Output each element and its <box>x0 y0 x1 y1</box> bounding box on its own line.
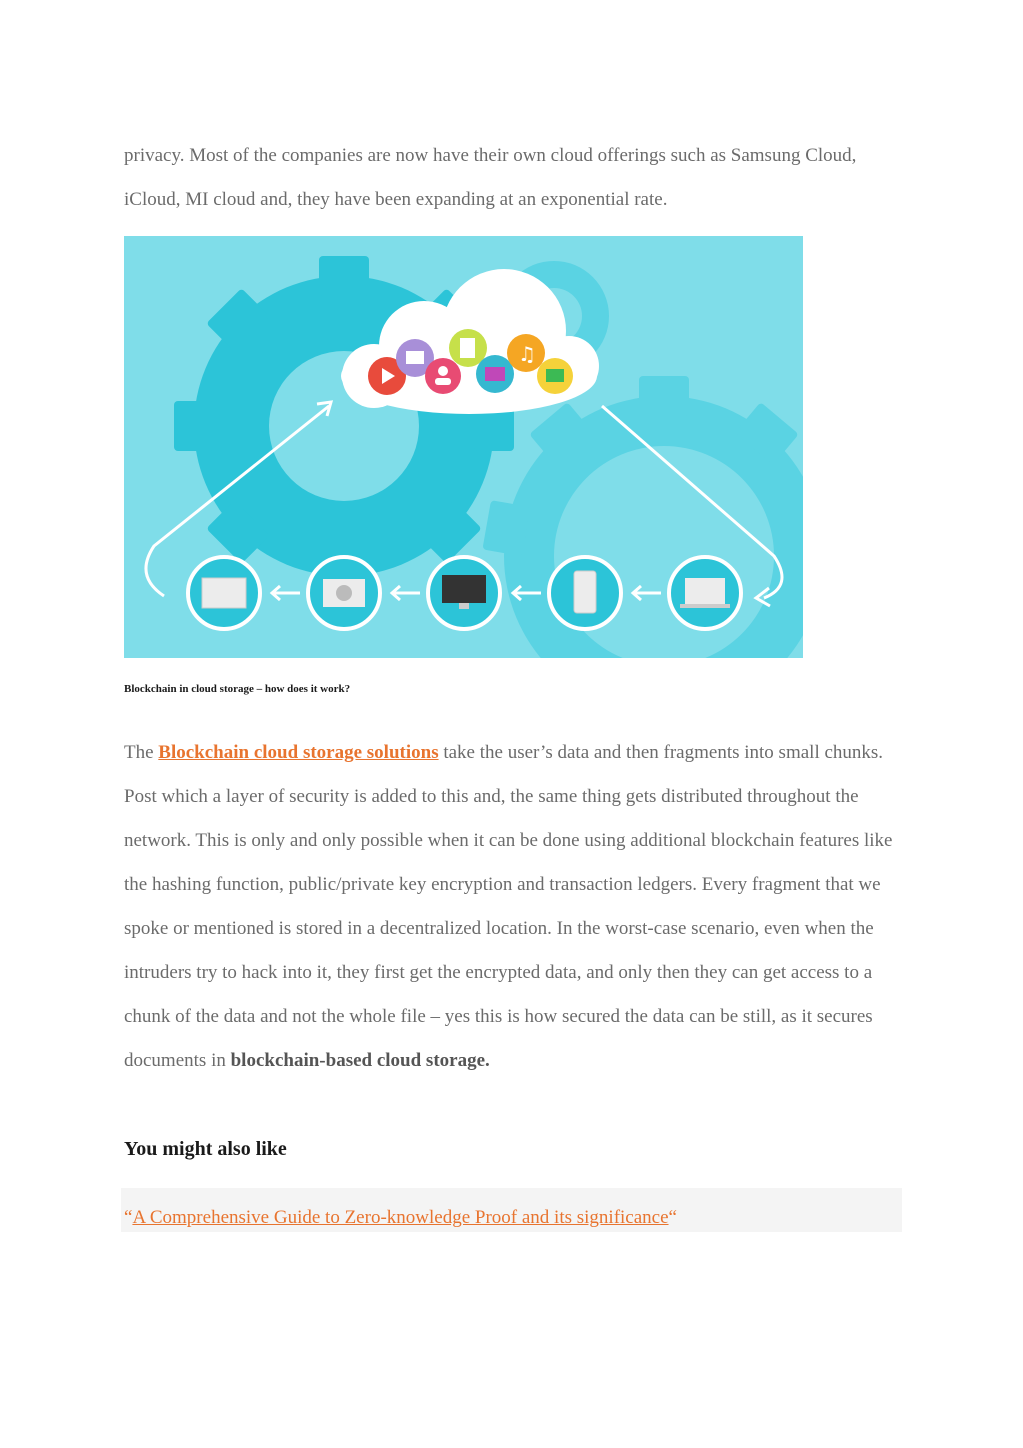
body-text: take the user’s data and then fragments into small chunks. Post which a layer of security is added to this and, the same thing gets distributed throughout the network. This is only and only possible when it can be done using additional blockchain features like the hashing function, public/private key encryption and transaction ledgers. Every fragment that we spoke or mentioned is stored in a decentralized location. In the worst-case scenario, even when the intruders try to hack into it, they first get the encrypted data, and only then they can get access to a chunk of the data and not the whole file – yes this is how secured the data can be still, as it secures documents in <box>124 742 893 1071</box>
intro-paragraph: privacy. Most of the companies are now have their own cloud offerings such as Samsung Cloud, iCloud, MI cloud and, they have been expanding at an exponential rate. <box>124 145 857 210</box>
body-paragraph <box>124 731 904 1083</box>
related-heading: You might also like <box>124 1138 287 1160</box>
related-link-line <box>124 1207 677 1229</box>
device-laptop-icon <box>669 557 741 629</box>
device-camera-icon <box>308 557 380 629</box>
close-quote: “ <box>668 1207 677 1228</box>
svg-text:♫: ♫ <box>518 342 536 366</box>
related-article-link[interactable]: A Comprehensive Guide to Zero-knowledge Proof and its significance <box>132 1207 669 1228</box>
blockchain-storage-link[interactable]: Blockchain cloud storage solutions <box>158 742 439 763</box>
device-monitor-icon <box>428 557 500 629</box>
body-bold-tail: blockchain-based cloud storage. <box>230 1050 490 1071</box>
figure-caption: Blockchain in cloud storage – how does it work? <box>124 683 351 695</box>
open-quote: “ <box>124 1207 133 1228</box>
body-lead: The <box>124 742 159 763</box>
illustration-svg <box>124 236 803 658</box>
device-phone-icon <box>549 557 621 629</box>
device-tablet-icon <box>188 557 260 629</box>
cloud-storage-illustration <box>124 236 803 658</box>
